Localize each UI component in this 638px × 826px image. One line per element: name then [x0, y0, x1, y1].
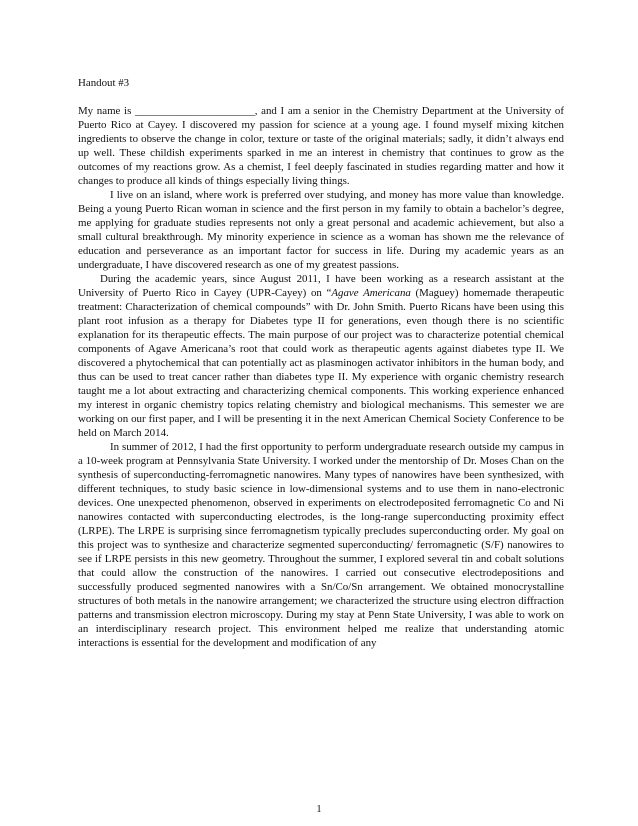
paragraph-introduction: My name is ______________________, and I am a senior in the Chemistry Department at the University of Puerto Rico at Cayey. I discovered my passion for science at a young age. I found myself mixing kitchen ingredients to observe the change in color, texture or taste of the original materials; sadly, it didn’t always end up well. These childish experiments sparked in me an interest in chemistry that continues to grow as the outcomes of my reactions grow. As a chemist, I feel deeply fascinated in studies regarding matter and how it changes to produce all kinds of things especially living things. — [78, 105, 564, 187]
page-number: 1 — [316, 804, 322, 815]
document-page — [78, 76, 564, 650]
agave-species-name: Agave Americana — [331, 287, 411, 299]
paragraph-penn-state-research: In summer of 2012, I had the first opportunity to perform undergraduate research outside my campus in a 10-week program at Pennsylvania State University. I worked under the mentorship of Dr. Moses Chan on the synthesis of superconducting-ferromagnetic nanowires. Many types of nanowires have been synthesized, with different techniques, to study basic science in low-dimensional systems and to use them in nano-electronic devices. One unexpected phenomenon, observed in experiments on electrodeposited ferromagnetic Co and Ni nanowires contacted with superconducting electrodes, is the long-range superconducting proximity effect (LRPE). The LRPE is surprising since ferromagnetism typically precludes superconducting order. My goal on this project was to synthesize and characterize segmented superconducting/ ferromagnetic (S/F) nanowires to see if LRPE persists in this new geometry. Throughout the summer, I explored several tin and cobalt solutions that could allow the construction of the nanowires. I carried out consecutive electrodepositions and successfully produced segmented nanowires with a Sn/Co/Sn arrangement. We obtained monocrystalline structures of both metals in the nanowire arrangement; we characterized the structure using electron diffraction patterns and transmission electron microscopy. During my stay at Penn State University, I was able to work on an interdisciplinary research project. This environment helped me realize that understanding atomic interactions is essential for the development and modification of any — [78, 441, 564, 649]
agave-text-start: During the academic years, since August 2011, I have been working as a research assistant at the University of Puerto Rico in Cayey (UPR-Cayey) on “ — [78, 273, 564, 299]
document-heading: Handout #3 — [78, 77, 130, 89]
paragraph-background: I live on an island, where work is preferred over studying, and money has more value than knowledge. Being a young Puerto Rican woman in science and the first person in my family to obtain a bachelor’s degree, me applying for graduate studies represents not only a great personal and academic achievement, but also a small cultural breakthrough. My minority experience in science as a woman has shown me the relevance of education and perseverance as an important factor for success in life. During my academic years as an undergraduate, I have discovered research as one of my greatest passions. — [78, 189, 564, 271]
paragraph-agave-research — [78, 272, 564, 440]
agave-text-rest: (Maguey) homemade therapeutic treatment: Characterization of chemical compounds” with Dr. John Smith. Puerto Ricans have been using this plant root infusion as a therapy for Diabetes type II for generations, even though there is no scientific explanation for its therapeutic effects. The main purpose of our project was to characterize potential chemical components of Agave Americana’s root that could work as therapeutic agents against diabetes type II. We discovered a phytochemical that can potentially act as plasminogen activator inhibitors in the human body, and thus can be used to treat cancer rather than diabetes type II. My experience with organic chemistry research taught me a lot about extracting and characterizing chemical components. This working experience enhanced my interest in organic chemistry topics relating chemistry and biological mechanisms. This semester we are working on our first paper, and I will be presenting it in the next American Chemical Society Conference to be held on March 2014. — [78, 287, 564, 439]
